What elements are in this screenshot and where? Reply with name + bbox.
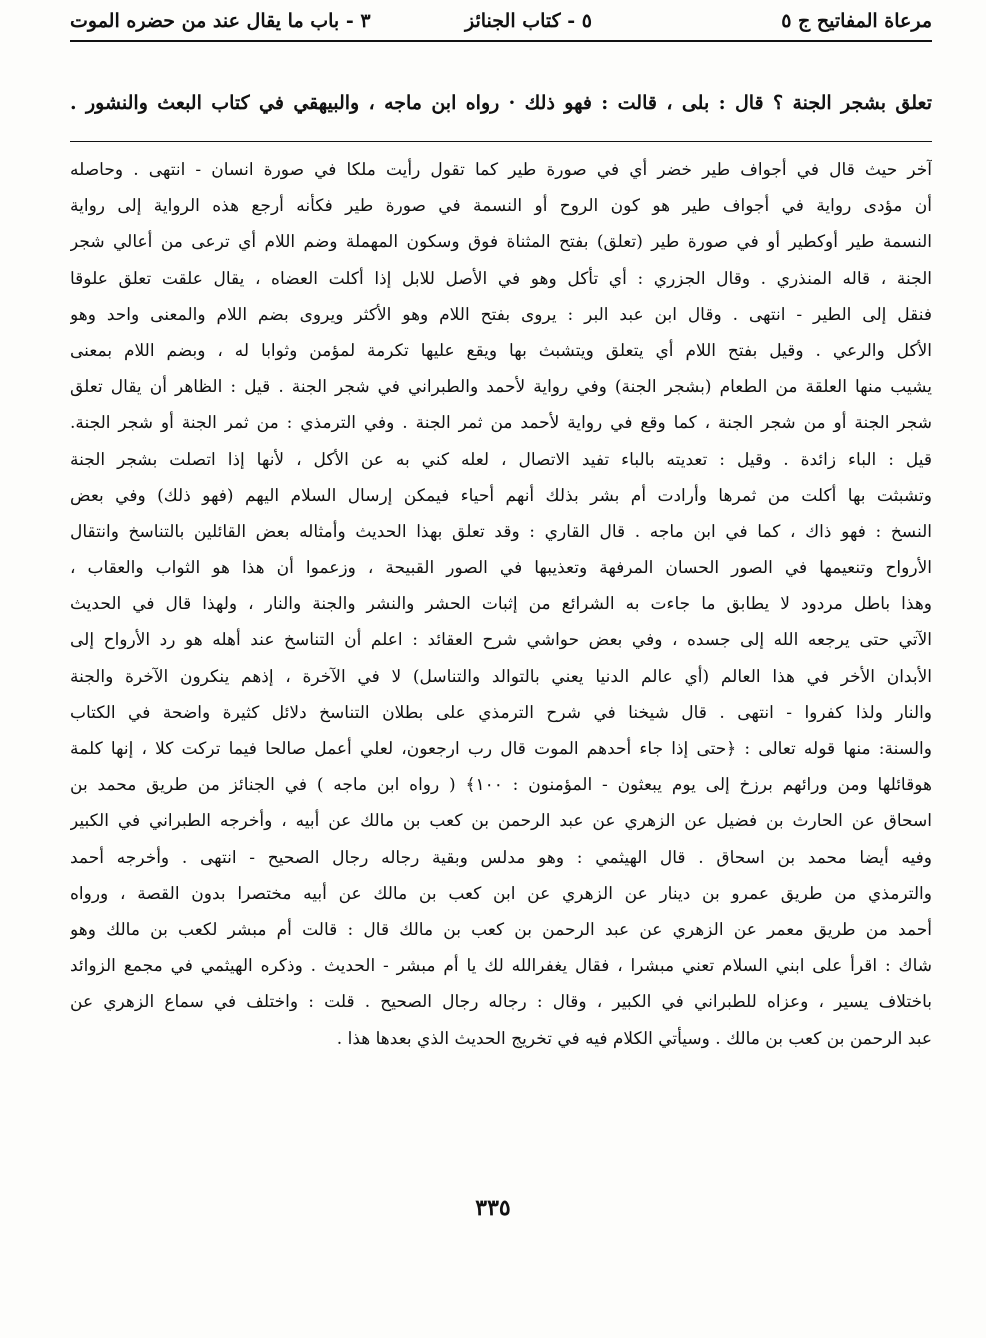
commentary-line: الأبدان الأخر في هذا العالم (أي عالم الدنيا يعني بالتوالد والتناسل) لا في الآخرة ، إذهم ينكرون الآخرة والجنة	[70, 666, 932, 687]
commentary-line: الجنة ، قاله المنذري . وقال الجزري : أي تأكل وهو في الأصل للابل إذا أكلت العضاه ، يقال علقت تعلق علوقا	[70, 268, 932, 289]
commentary-line: أحمد من طريق معمر عن الزهري عن عبد الرحمن بن كعب بن مالك قال : قالت أم مبشر لكعب بن مالك وهو	[70, 919, 932, 940]
text-divider	[70, 141, 932, 142]
commentary-line: قيل : الباء زائدة . وقيل : تعديته بالباء تفيد الاتصال ، لعله كني به عن الأكل ، لأنها إذا اتصلت بشجر الجنة	[70, 449, 932, 470]
commentary-line: والنار ولذا كفروا - انتهى . قال شيخنا في شرح الترمذي على بطلان التناسخ دلائل كثيرة واضحة في الكتاب	[70, 702, 932, 723]
header-rule	[70, 40, 932, 42]
commentary-line: النسخ : فهو ذاك ، كما في ابن ماجه . قال القاري : وقد تعلق بهذا الحديث وأمثاله بعض القائلين بالتناسخ وانتقال	[70, 521, 932, 542]
commentary-line: وفيه أيضا محمد بن اسحاق . قال الهيثمي : وهو مدلس وبقية رجاله رجال الصحيح - انتهى . وأخرجه أحمد	[70, 847, 932, 868]
commentary-line: أن مؤدى رواية في أجواف طير هو كون الروح أو النسمة في صورة طير فكأنه أرجع هذه الرواية إلى رواية	[70, 196, 932, 217]
commentary-line: والسنة: منها قوله تعالى : ﴿حتى إذا جاء أحدهم الموت قال رب ارجعون، لعلي أعمل صالحا فيما تركت كلا ، إنها كلمة	[70, 739, 932, 759]
header-kitab-title: ٥ - كتاب الجنائز	[464, 10, 592, 32]
commentary-line: يشيب منها العلقة من الطعام (بشجر الجنة) وفي رواية لأحمد والطبراني في شجر الجنة . قيل : الظاهر أن يقال تعلق	[70, 377, 932, 398]
commentary-line: هوقائلها ومن ورائهم برزخ إلى يوم يبعثون - المؤمنون : ١٠٠﴾ ( رواه ابن ماجه ) في الجنائز من طريق محمد بن	[70, 775, 932, 796]
commentary-line: فنقل إلى الطير - انتهى . وقال ابن عبد البر : يروى بفتح اللام وهو الأكثر ويروى بضم اللام والمعنى واحد وهو	[70, 304, 932, 325]
commentary-line: والترمذي من طريق عمرو بن دينار عن الزهري عن ابن كعب بن مالك عن أبيه مختصرا بدون القصة ، ورواه	[70, 883, 932, 904]
commentary-block	[70, 152, 932, 1057]
header-bab-title: ٣ - باب ما يقال عند من حضره الموت	[70, 10, 371, 32]
commentary-line: شاك : اقرأ على ابني السلام تعني مبشرا ، فقال يغفرالله لك يا أم مبشر - الحديث . وذكره الهيثمي في مجمع الزوائد	[70, 956, 932, 977]
commentary-line: عبد الرحمن بن كعب بن مالك . وسيأتي الكلام فيه في تخريج الحديث الذي بعدها هذا .	[336, 1028, 932, 1049]
commentary-line: الآتي حتى يرجعه الله إلى جسده ، وفي بعض حواشي شرح العقائد : اعلم أن التناسخ عند أهله هو رد الأرواح إلى	[70, 630, 932, 651]
running-header	[70, 6, 932, 36]
hadith-text: تعلق بشجر الجنة ؟ قال : بلى ، قالت : فهو ذلك · رواه ابن ماجه ، والبيهقي في كتاب البعث والنشور .	[70, 92, 932, 114]
commentary-line: النسمة طير أوكطير أو في صورة طير (تعلق) بفتح المثناة فوق وسكون المهملة وضم اللام أي ترعى من أعالي شجر	[70, 232, 932, 253]
commentary-line: اسحاق عن الحارث بن فضيل عن الزهري عن عبد الرحمن بن كعب بن مالك عن أبيه ، وأخرجه الطبراني في الكبير	[70, 811, 932, 832]
commentary-line: الأرواح وتنعيمها في الصور الحسان المرفهة وتعذيبها في الصور القبيحة ، وزعموا أن هذا هو الثواب والعقاب ،	[70, 558, 932, 579]
commentary-line: وتشبثت بها أكلت من ثمرها وأرادت أم بشر بذلك أنهم أحياء فيمكن إرسال السلام اليهم (فهو ذلك) وفي بعض	[70, 485, 932, 506]
commentary-line: وهذا باطل مردود لا يطابق ما جاءت به الشرائع من إثبات الحشر والنشر والجنة والنار ، ولهذا قال في الحديث	[70, 594, 932, 615]
commentary-line: الأكل والرعي . وقيل بفتح اللام أي يتعلق ويتشبث بها ويقع عليها تكرمة لمؤمن وثوابا له ، وبضم اللام بمعنى	[70, 340, 932, 361]
commentary-line: باختلاف يسير ، وعزاه للطبراني في الكبير ، وقال : رجاله رجال الصحيح . قلت : واختلف في سماع الزهري عن	[70, 992, 932, 1013]
commentary-line: شجر الجنة أو من شجر الجنة ، كما وقع في رواية لأحمد من ثمر الجنة . وفي الترمذي : من ثمر الجنة أو شجر الجنة.	[70, 413, 932, 434]
page-number: ٣٣٥	[475, 1195, 511, 1221]
header-book-title: مرعاة المفاتيح ج ٥	[781, 10, 932, 32]
commentary-line: آخر حيث قال في أجواف طير خضر أي في صورة طير كما تقول رأيت ملكا في صورة انسان - انتهى . وحاصله	[70, 160, 932, 180]
